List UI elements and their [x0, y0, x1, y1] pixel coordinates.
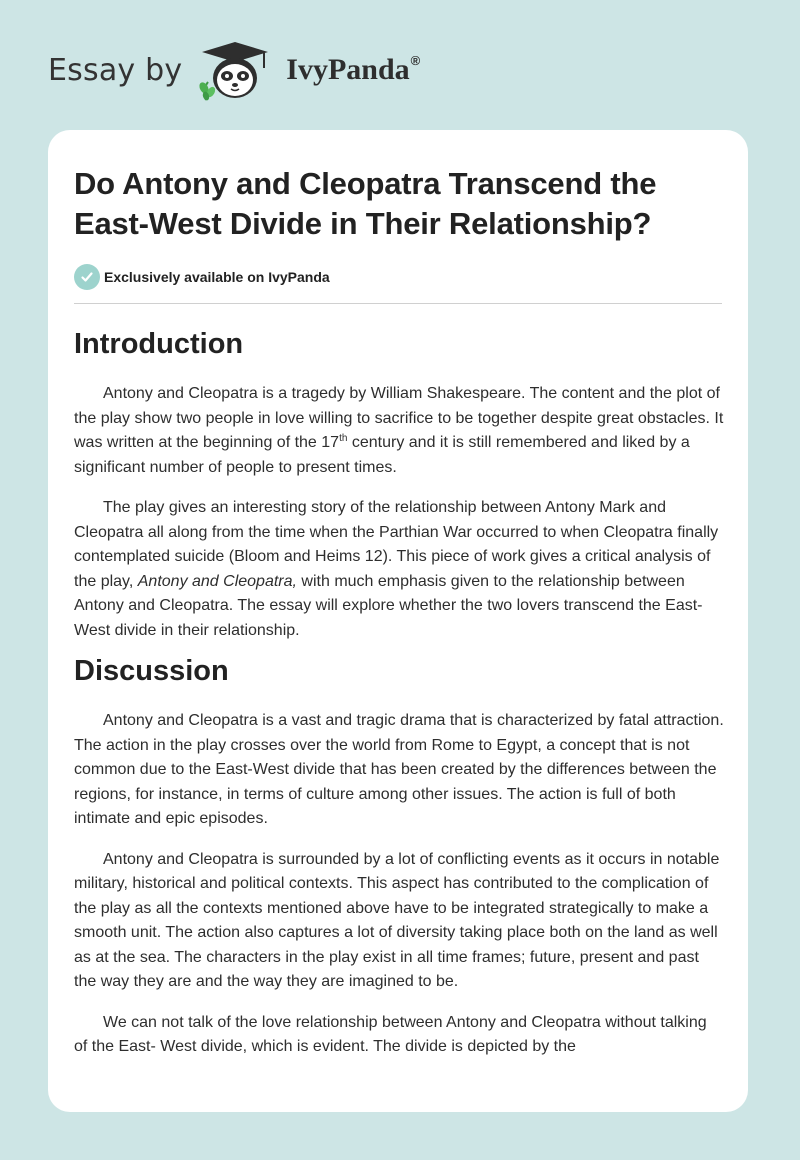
- divider: [74, 303, 722, 304]
- essay-title: Do Antony and Cleopatra Transcend the East-West Divide in Their Relationship?: [74, 166, 657, 241]
- paragraph: Antony and Cleopatra is surrounded by a lot of conflicting events as it occurs in notable military, historical and political contexts. This aspect has contributed to the complication of the play as all the contexts mentioned above have to be integrated strategically to make a smooth unit. The action also captures a lot of diversity taking place both on the land as well as at the sea. The characters in the play exist in all time frames; future, present and past the way they are and the way they are imagined to be.: [74, 850, 720, 990]
- site-header: [48, 38, 420, 102]
- leaf-icon: [198, 81, 217, 101]
- paragraph: Antony and Cleopatra is a tragedy by William Shakespeare. The content and the plot of the play show two people in love willing to sacrifice to be together despite great obstacles. It was written at the beginning of the 17th century and it is still remembered and liked by a significant number of people to present times.: [74, 385, 724, 476]
- panda-graduation-icon[interactable]: [192, 38, 278, 102]
- brand-name[interactable]: IvyPanda®: [286, 53, 421, 86]
- essay-by-label: Essay by: [48, 52, 183, 88]
- essay-card: [48, 130, 748, 1112]
- badge-text: Exclusively available on IvyPanda: [104, 269, 330, 285]
- paragraph: We can not talk of the love relationship between Antony and Cleopatra without talking of the East- West divide, which is evident. The divide is depicted by the: [74, 1013, 707, 1055]
- exclusive-badge: [74, 264, 724, 290]
- section-heading-introduction: Introduction: [74, 328, 244, 360]
- paragraph: Antony and Cleopatra is a vast and tragic drama that is characterized by fatal attraction. The action in the play crosses over the world from Rome to Egypt, a concept that is not common due to the East-West divide that has been created by the differences between the regions, for instance, in terms of culture among other issues. The action is full of both intimate and epic episodes.: [74, 712, 724, 827]
- section-heading-discussion: Discussion: [74, 655, 229, 687]
- check-icon: [74, 264, 100, 290]
- paragraph: The play gives an interesting story of the relationship between Antony Mark and Cleopatra all along from the time when the Parthian War occurred to when Cleopatra finally contemplated suicide (Bloom and Heims 12). This piece of work gives a critical analysis of the play, Antony and Cleopatra, with much emphasis given to the relationship between Antony and Cleopatra. The essay will explore whether the two lovers transcend the East-West divide in their relationship.: [74, 499, 719, 639]
